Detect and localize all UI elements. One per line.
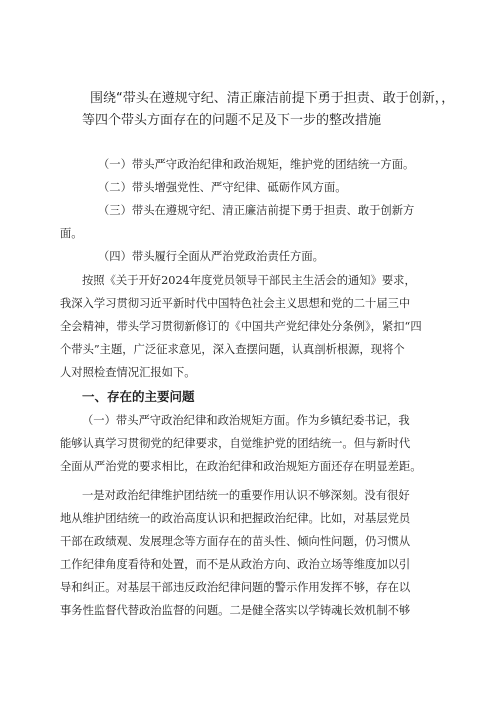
document-title-line-2: 等四个带头方面存在的问题不足及下一步的整改措施 [82,113,382,128]
body-paragraph-line: 能够认真学习贯彻党的纪律要求，自觉维护党的团结统一。但与新时代 [60,437,411,450]
intro-paragraph-line: 按照《关于开好2024年度党员领导干部民主生活会的通知》要求， [82,274,416,287]
intro-paragraph-line: 人对照检查情况汇报如下。 [60,366,196,379]
body-paragraph-line: 全面从严治党的要求相比，在政治纪律和政治规矩方面还存在明显差距。 [60,460,422,473]
list-item-continuation: 面。 [60,227,83,240]
body-paragraph-line: 地从维护团结统一的政治高度认识和把握政治纪律。比如，对基层党员 [60,512,411,525]
body-paragraph-line: 工作纪律角度看待和处置，而不是从政治方向、政治立场等维度加以引 [60,558,411,571]
body-paragraph-line: 干部在政绩观、发展理念等方面存在的苗头性、倾向性问题，仍习惯从 [60,535,411,548]
body-paragraph-line: 导和纠正。对基层干部违反政治纪律问题的警示作用发挥不够，存在以 [60,581,411,594]
body-paragraph-line: 一是对政治纪律维护团结统一的重要作用认识不够深刻。没有很好 [82,489,410,502]
section-heading: 一、存在的主要问题 [82,389,195,404]
document-title-line-1: 围绕“带头在遵规守纪、清正廉洁前提下勇于担责、敢于创新，， [90,91,455,106]
intro-paragraph-line: 个带头”主题，广泛征求意见，深入查摆问题，认真剖析根源，现将个 [60,343,405,356]
intro-paragraph-line: 全会精神，带头学习贯彻新修订的《中国共产党纪律处分条例》，紧扣“四 [60,320,422,333]
list-item: （四）带头履行全面从严治党政治责任方面。 [98,250,324,263]
list-item: （一）带头严守政治纪律和政治规矩，维护党的团结统一方面。 [98,158,415,171]
body-paragraph-line: （一）带头严守政治纪律和政治规矩方面。作为乡镇纪委书记，我 [82,414,410,427]
list-item: （三）带头在遵规守纪、清正廉洁前提下勇于担责、敢于创新方 [98,204,415,217]
intro-paragraph-line: 我深入学习贯彻习近平新时代中国特色社会主义思想和党的二十届三中 [60,297,411,310]
body-paragraph-line: 事务性监督代替政治监督的问题。二是健全落实以学铸魂长效机制不够 [60,604,411,617]
list-item: （二）带头增强党性、严守纪律、砥砺作风方面。 [98,181,347,194]
